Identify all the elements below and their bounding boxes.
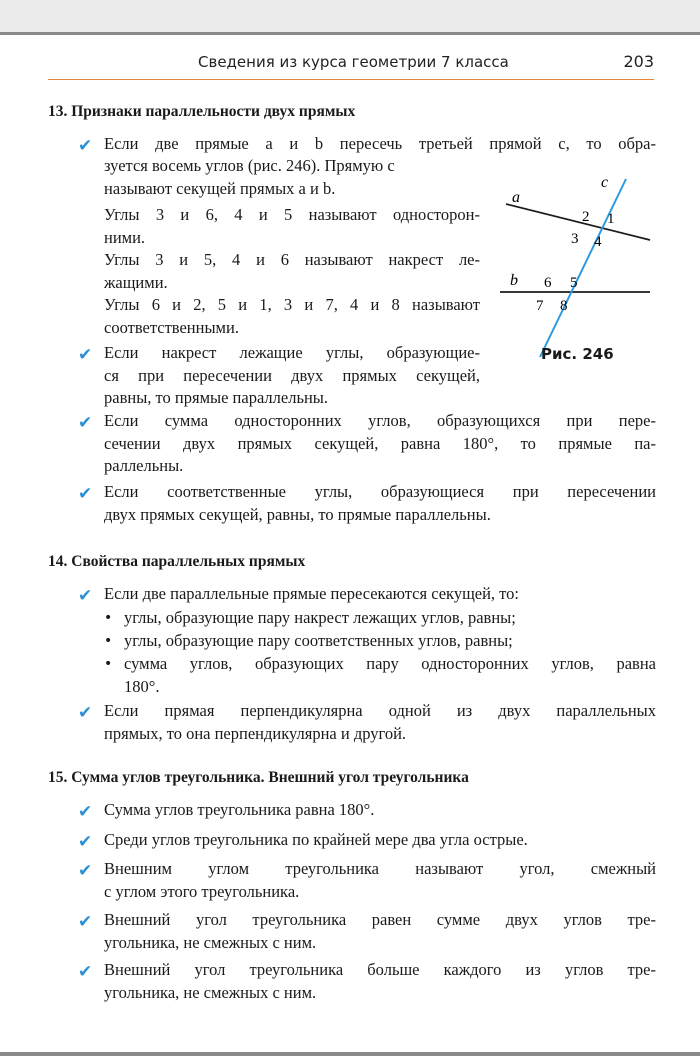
s13-item-2-line-2: ся при пересечении двух прямых секущей, [104, 365, 480, 385]
angle-label-7: 7 [536, 298, 544, 314]
s13-item-1-line-8: Углы 6 и 2, 5 и 1, 3 и 7, 4 и 8 называют [104, 295, 480, 314]
s15-item-4-line-1: Внешний угол треугольника равен сумме двух углов тре- [104, 910, 656, 929]
check-icon: ✔ [78, 484, 93, 504]
angle-label-8: 8 [560, 298, 568, 314]
s13-item-1-line-3: называют секущей прямых a и b. [104, 178, 336, 198]
s13-item-3-line-1: Если сумма односторонних углов, образующихся при пере- [104, 411, 656, 430]
check-icon: ✔ [78, 861, 93, 881]
s13-item-1-cont [104, 155, 480, 339]
s14-bullet-3-line-2: 180°. [124, 676, 160, 696]
s15-item-3 [104, 858, 656, 903]
transversal-c [540, 179, 626, 357]
s14-item-1-line-1: Если две параллельные прямые пересекаются секущей, то: [104, 584, 520, 603]
s15-item-5-line-2: угольника, не смежных с ним. [104, 982, 317, 1002]
s13-item-3-line-3: раллельны. [104, 456, 184, 475]
s13-item-1-line-7: жащими. [104, 272, 168, 292]
angle-label-6: 6 [544, 275, 552, 291]
check-icon: ✔ [78, 345, 93, 365]
s13-item-3 [104, 410, 656, 478]
s14-bullet-3 [124, 653, 656, 698]
s13-item-3-line-2: сечении двух прямых секущей, равна 180°, то прямые па- [104, 433, 656, 453]
check-icon: ✔ [78, 703, 93, 723]
s13-item-1-line-2: зуется восемь углов (рис. 246). Прямую c [104, 156, 395, 175]
s13-item-1-line-1: Если две прямые a и b пересечь третьей прямой c, то обра- [104, 134, 656, 153]
check-icon: ✔ [78, 802, 93, 822]
check-icon: ✔ [78, 832, 93, 852]
check-icon: ✔ [78, 586, 93, 606]
s15-item-5-line-1: Внешний угол треугольника больше каждого из углов тре- [104, 960, 656, 979]
s13-item-2 [104, 342, 480, 410]
s15-item-5 [104, 959, 656, 1004]
s15-item-3-line-1: Внешним углом треугольника называют угол, смежный [104, 859, 656, 878]
angle-label-5: 5 [570, 275, 578, 291]
viewer-bottom-bar [0, 1052, 700, 1056]
s15-item-4 [104, 909, 656, 954]
running-title: Сведения из курса геометрии 7 класса [198, 53, 509, 71]
s14-item-2 [104, 700, 656, 745]
page-number: 203 [623, 52, 654, 71]
section-13-title: 13. Признаки параллельности двух прямых [48, 103, 356, 120]
viewer-top-bar [0, 0, 700, 35]
figure-caption: Рис. 246 [541, 345, 614, 363]
angle-label-1: 1 [607, 211, 615, 227]
s15-item-2-line-1: Среди углов треугольника по крайней мере два угла острые. [104, 830, 528, 849]
section-15-title: 15. Сумма углов треугольника. Внешний угол треугольника [48, 769, 469, 786]
s14-bullet-3-line-1: сумма углов, образующих пару односторонних углов, равна [124, 654, 656, 673]
s15-item-1-line-1: Сумма углов треугольника равна 180°. [104, 800, 375, 819]
check-icon: ✔ [78, 136, 93, 156]
s13-item-4-line-1: Если соответственные углы, образующиеся при пересечении [104, 482, 656, 501]
s14-item-2-line-1: Если прямая перпендикулярна одной из двух параллельных [104, 701, 656, 720]
s14-item-2-line-2: прямых, то она перпендикулярна и другой. [104, 723, 407, 743]
s14-item-1 [104, 583, 656, 606]
angle-label-4: 4 [594, 234, 602, 250]
label-a: a [512, 189, 520, 206]
s14-bullet-2: углы, образующие пару соответственных углов, равны; [124, 631, 513, 650]
book-page [0, 35, 700, 1056]
s13-item-2-line-3: равны, то прямые параллельны. [104, 388, 329, 407]
check-icon: ✔ [78, 912, 93, 932]
label-c: c [601, 175, 609, 191]
check-icon: ✔ [78, 413, 93, 433]
s14-bullet-1: углы, образующие пару накрест лежащих углов, равны; [124, 608, 516, 627]
s15-item-2 [104, 829, 656, 852]
angle-label-2: 2 [582, 209, 590, 225]
angle-label-3: 3 [571, 231, 579, 247]
s15-item-4-line-2: угольника, не смежных с ним. [104, 932, 317, 952]
s13-item-1-line-5: ними. [104, 227, 146, 247]
s13-item-4 [104, 481, 656, 526]
s13-item-2-line-1: Если накрест лежащие углы, образующие- [104, 343, 480, 362]
section-14-title: 14. Свойства параллельных прямых [48, 553, 306, 570]
s13-item-1-line-6: Углы 3 и 5, 4 и 6 называют накрест ле- [104, 250, 480, 269]
s13-item-4-line-2: двух прямых секущей, равны, то прямые параллельны. [104, 504, 491, 524]
bullet-icon: • [104, 656, 113, 672]
label-b: b [510, 272, 518, 289]
bullet-icon: • [104, 610, 113, 626]
s15-item-3-line-2: с углом этого треугольника. [104, 881, 300, 901]
s15-item-1 [104, 799, 656, 822]
bullet-icon: • [104, 633, 113, 649]
s13-item-1-line-9: соответственными. [104, 317, 239, 337]
page-header [48, 51, 654, 80]
s13-item-1-line-4: Углы 3 и 6, 4 и 5 называют односторон- [104, 205, 480, 224]
s13-item-1 [104, 133, 656, 156]
check-icon: ✔ [78, 962, 93, 982]
